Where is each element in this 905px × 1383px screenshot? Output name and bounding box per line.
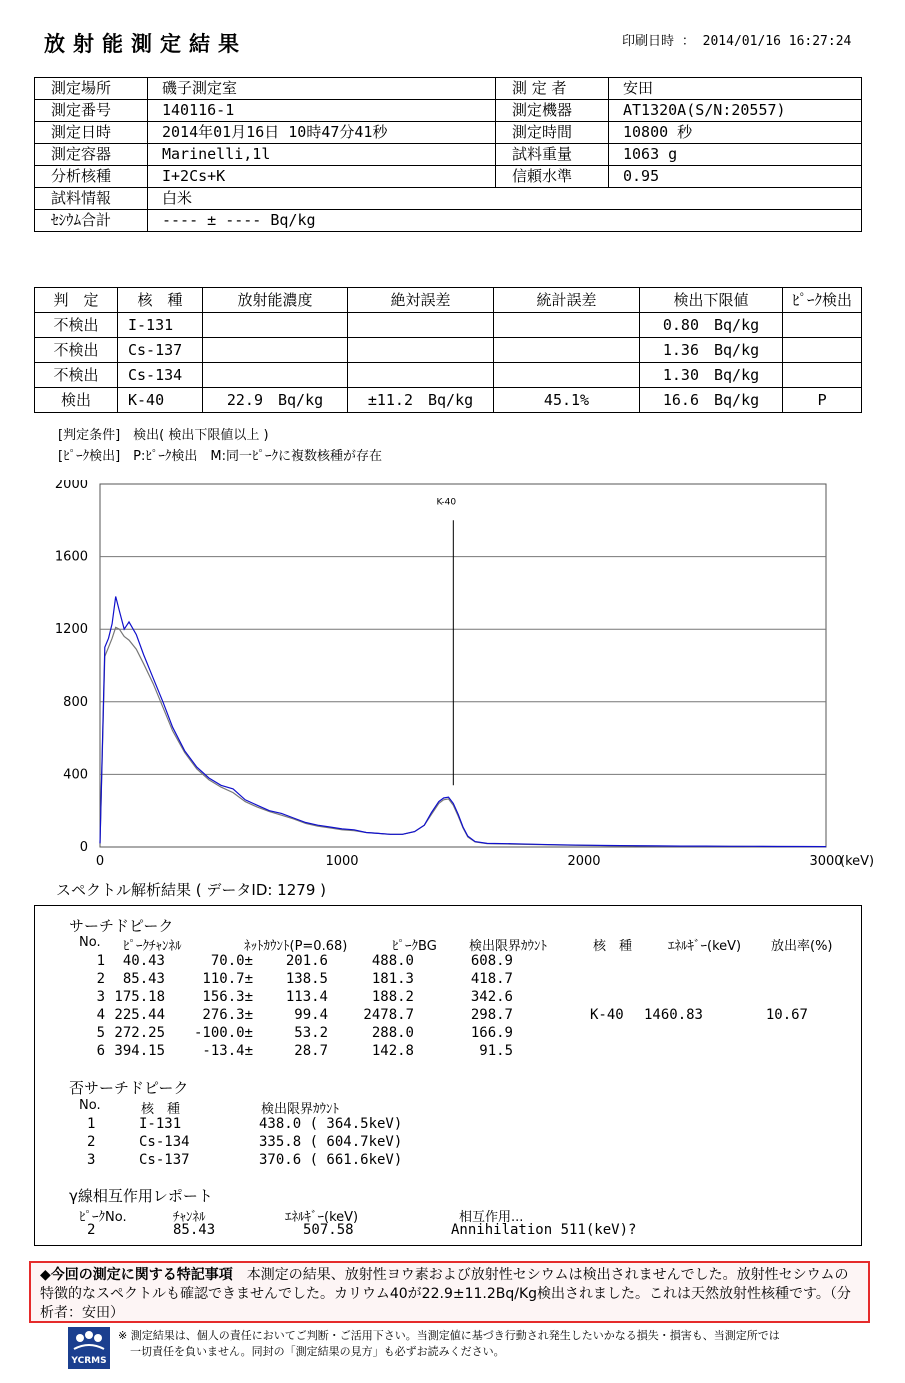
results-table [34,287,862,413]
info-row [35,78,862,100]
search-peak-cell: 488.0 [371,953,414,969]
col-header: 検出限界ｶｳﾝﾄ [261,1102,340,1117]
nonsearch-peak-cell: Cs-134 [139,1134,190,1150]
nuclide: Cs-134 [118,363,203,388]
spectrum-analysis-box [34,905,862,1246]
judgement: 検出 [35,388,118,413]
col-header: 検出限界ｶｳﾝﾄ [469,939,548,954]
search-peak-cell: 272.25 [114,1025,165,1041]
info-row [35,144,862,166]
disclaimer [118,1328,848,1360]
gamma-report-cell: 507.58 [303,1222,354,1238]
search-peak-cell: 225.44 [114,1007,165,1023]
y-tick-label: 800 [63,694,88,710]
y-tick-label: 0 [79,840,88,855]
search-peak-cell: 1460.83 [643,1007,703,1023]
nonsearch-peak-cell: I-131 [139,1116,182,1132]
search-peak-cell: 342.6 [470,989,513,1005]
results-row [35,338,862,363]
absolute-error: ±11.2 Bq/kg [348,388,494,413]
x-tick-labels [96,854,843,869]
statistical-error: 45.1% [494,388,640,413]
x-tick-label: 3000 [809,854,843,869]
info-value: 0.95 [609,166,862,188]
criteria-note: [判定条件] 検出( 検出下限値以上 ) [58,428,269,443]
remarks-heading: ◆今回の測定に関する特記事項 [40,1267,233,1283]
search-peak-title: サーチドピーク [69,917,174,935]
info-value: 140116-1 [148,100,496,122]
gamma-report-cell: 85.43 [173,1222,216,1238]
info-value: 1063 g [609,144,862,166]
judgement: 不検出 [35,313,118,338]
results-header: 核 種 [118,288,203,313]
detection-limit: 0.80 Bq/kg [640,313,783,338]
info-label: 測定機器 [496,100,609,122]
peak-detected [783,363,862,388]
special-remarks [29,1261,870,1323]
nuclide: K-40 [118,388,203,413]
search-peak-cell: 181.3 [371,971,414,987]
col-header: ｴﾈﾙｷﾞｰ(keV) [668,939,742,954]
detection-limit: 16.6 Bq/kg [640,388,783,413]
statistical-error [494,338,640,363]
info-row [35,188,862,210]
search-peak-cell: 91.5 [479,1043,513,1059]
y-tick-label: 1200 [54,622,88,638]
col-header: 核 種 [141,1102,181,1117]
measurement-info-table [34,77,862,232]
x-tick-label: 2000 [567,854,601,869]
info-label: 測定番号 [35,100,148,122]
results-header: 統計誤差 [494,288,640,313]
search-peak-cell: 10.67 [765,1007,808,1023]
concentration [203,338,348,363]
search-peak-cell: 394.15 [114,1043,165,1059]
nonsearch-peak-cell: 2 [87,1134,96,1150]
info-label: 試料重量 [496,144,609,166]
search-peak-cell: 156.3± [202,989,253,1005]
search-peak-cell: 99.4 [294,1007,328,1023]
info-label: 信頼水準 [496,166,609,188]
search-peak-cell: K-40 [590,1007,624,1023]
info-label: 測定場所 [35,78,148,100]
gamma-report-cell: Annihilation 511(keV)? [451,1222,637,1238]
sample-label: 試料情報 [35,188,148,210]
y-tick-label: 1600 [54,549,88,565]
search-peak-cell: 6 [96,1043,105,1059]
col-header: ﾋﾟｰｸBG [392,939,437,954]
x-tick-label: 0 [95,854,105,869]
plot-frame [100,484,826,847]
search-peak-cell: 288.0 [371,1025,414,1041]
nonsearch-peak-cell: 3 [87,1152,96,1168]
info-label: 測定日時 [35,122,148,144]
col-header: ﾁｬﾝﾈﾙ [173,1210,206,1225]
absolute-error [348,363,494,388]
disclaimer-line: 一切責任を負いません。同封の「測定結果の見方」も必ずお読みください。 [130,1345,505,1358]
x-tick-label: 1000 [325,854,359,869]
judgement: 不検出 [35,338,118,363]
nonsearch-peak-cell: 1 [87,1116,96,1132]
page-title: 放射能測定結果 [44,32,247,56]
sample-value: 白米 [148,188,862,210]
search-peak-cell: -100.0± [193,1025,253,1041]
search-peak-cell: 608.9 [470,953,513,969]
results-header-row [35,288,862,313]
info-row [35,210,862,232]
x-axis-unit: (keV) [840,854,875,869]
col-header: No. [79,1098,101,1113]
ycrms-logo [68,1327,110,1369]
info-row [35,122,862,144]
gamma-report-cell: 2 [87,1222,96,1238]
cesium-total-value: ---- ± ---- Bq/kg [148,210,862,232]
detection-limit: 1.30 Bq/kg [640,363,783,388]
absolute-error [348,313,494,338]
nonsearch-peak-cell: 335.8 ( 604.7keV) [259,1134,403,1150]
col-header: ｴﾈﾙｷﾞｰ(keV) [285,1210,359,1225]
y-tick-label: 2000 [54,480,88,492]
search-peak-cell: 4 [96,1007,105,1023]
gamma-report-title: γ線相互作用レポート [69,1187,213,1205]
search-peak-cell: 166.9 [470,1025,513,1041]
info-value: 2014年01月16日 10時47分41秒 [148,122,496,144]
remarks-text: 本測定の結果、放射性ヨウ素および放射性セシウムは検出されませんでした。放射性セシウムの特徴的なスペクトルも確認できませんでした。カリウム40が22.9±11.2Bq/Kg検出されました。これは天然放射性核種です。（分析者：安田） [40,1267,851,1321]
col-header: ﾋﾟｰｸNo. [79,1210,127,1225]
search-peak-cell: 2 [96,971,105,987]
y-tick-labels [55,480,88,855]
results-row [35,363,862,388]
judgement: 不検出 [35,363,118,388]
k40-marker-label: K-40 [436,497,457,508]
info-row [35,100,862,122]
search-peak-cell: 110.7± [202,971,253,987]
col-header: 相互作用... [459,1210,524,1225]
info-value: 10800 秒 [609,122,862,144]
info-value: AT1320A(S/N:20557) [609,100,862,122]
search-peak-cell: 138.5 [285,971,328,987]
nonsearch-peak-title: 否サーチドピーク [69,1079,189,1097]
search-peak-cell: 188.2 [371,989,414,1005]
search-peak-cell: 1 [96,953,105,969]
peak-detected [783,338,862,363]
search-peak-cell: 28.7 [294,1043,328,1059]
detection-limit: 1.36 Bq/kg [640,338,783,363]
results-header: ﾋﾟｰｸ検出 [783,288,862,313]
info-value: I+2Cs+K [148,166,496,188]
search-peak-cell: 2478.7 [363,1007,414,1023]
logo-text: YCRMS [71,1356,107,1366]
peak-detected [783,313,862,338]
statistical-error [494,363,640,388]
info-value: 安田 [609,78,862,100]
results-header: 検出下限値 [640,288,783,313]
search-peak-cell: 85.43 [122,971,165,987]
info-value: Marinelli,1l [148,144,496,166]
results-row [35,388,862,413]
info-label: 分析核種 [35,166,148,188]
search-peak-cell: 40.43 [122,953,165,969]
nuclide: I-131 [118,313,203,338]
concentration [203,363,348,388]
concentration [203,313,348,338]
nuclide: Cs-137 [118,338,203,363]
search-peak-cell: 276.3± [202,1007,253,1023]
results-header: 放射能濃度 [203,288,348,313]
col-header: ﾋﾟｰｸﾁｬﾝﾈﾙ [123,939,182,954]
search-peak-cell: -13.4± [202,1043,253,1059]
search-peak-cell: 70.0± [210,953,253,969]
disclaimer-line: ※ 測定結果は、個人の責任においてご判断・ご活用下さい。当測定値に基づき行動され発生したいかなる損失・損害も、当測定所では [118,1329,780,1342]
concentration: 22.9 Bq/kg [203,388,348,413]
col-header: 放出率(%) [771,939,833,954]
search-peak-cell: 142.8 [371,1043,414,1059]
search-peak-cell: 298.7 [470,1007,513,1023]
info-value: 磯子測定室 [148,78,496,100]
info-label: 測定時間 [496,122,609,144]
search-peak-cell: 5 [96,1025,105,1041]
spectrum-analysis-title: スペクトル解析結果 ( データID: 1279 ) [56,881,326,899]
col-header: 核 種 [593,939,633,954]
nonsearch-peak-cell: 438.0 ( 364.5keV) [259,1116,403,1132]
results-header: 絶対誤差 [348,288,494,313]
col-header: ﾈｯﾄｶｳﾝﾄ(P=0.68) [244,939,348,954]
absolute-error [348,338,494,363]
info-label: 測定容器 [35,144,148,166]
y-tick-label: 400 [63,767,88,783]
statistical-error [494,313,640,338]
col-header: No. [79,935,101,950]
results-row [35,313,862,338]
info-label: 測 定 者 [496,78,609,100]
search-peak-cell: 418.7 [470,971,513,987]
print-date: 印刷日時 ： 2014/01/16 16:27:24 [622,34,852,49]
cesium-total-label: ｾｼｳﾑ合計 [35,210,148,232]
nonsearch-peak-cell: Cs-137 [139,1152,190,1168]
search-peak-cell: 3 [96,989,105,1005]
nonsearch-peak-cell: 370.6 ( 661.6keV) [259,1152,403,1168]
search-peak-cell: 113.4 [285,989,328,1005]
info-row [35,166,862,188]
peak-detected: P [783,388,862,413]
search-peak-cell: 201.6 [285,953,328,969]
peak-legend-note: [ﾋﾟｰｸ検出] P:ﾋﾟｰｸ検出 M:同一ﾋﾟｰｸに複数核種が存在 [58,449,382,464]
search-peak-cell: 53.2 [294,1025,328,1041]
search-peak-cell: 175.18 [114,989,165,1005]
results-header: 判 定 [35,288,118,313]
spectrum-chart [50,480,880,872]
